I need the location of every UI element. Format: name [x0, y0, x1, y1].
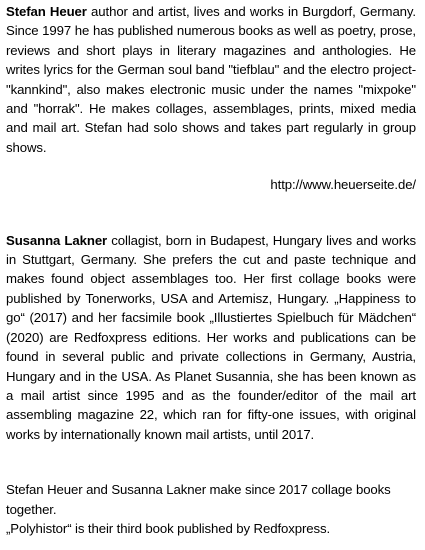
website-link[interactable]: http://www.heuerseite.de/	[270, 177, 416, 193]
document-page	[6, 2, 416, 538]
closing-line-publication: „Polyhistor“ is their third book published by Redfoxpress.	[6, 520, 331, 536]
spacer	[6, 195, 416, 231]
spacer	[6, 444, 416, 480]
bio-stefan-heuer	[6, 2, 416, 157]
bio-stefan-heuer-text: author and artist, lives and works in Burgdorf, Germany. Since 1997 he has published numerous books as well as poetry, prose, reviews and short plays in literary magazines and anthologies. He writes lyrics for the German soul band "tiefblau" and the electro project- "kannkind", also makes electronic music under the names "mixpoke" and "horrak". He makes collages, assemblages, prints, mixed media and mail art. Stefan had solo shows and takes part regularly in group shows.	[6, 4, 416, 155]
author-name-susanna-lakner: Susanna Lakner	[6, 232, 108, 248]
bio-susanna-lakner-text: collagist, born in Budapest, Hungary lives and works in Stuttgart, Germany. She prefers the cut and paste technique and makes found object assemblages too. Her first collage books were published by Tonerworks, USA and Artemisz, Hungary. „Happiness to go“ (2017) and her facsimile book „Illustiertes Spielbuch für Mädchen“ (2020) are Redfoxpress editions. Her works and publications can be found in several public and private collections in Germany, Austria, Hungary and in the USA. As Planet Susannia, she has been known as a mail artist since 1995 and as the founder/editor of the mail art assembling magazine 22, which ran for fifty-one issues, with original works by internationally known mail artists, until 2017.	[6, 232, 416, 442]
bio-susanna-lakner	[6, 231, 416, 444]
spacer	[6, 157, 416, 175]
closing-line-collaboration: Stefan Heuer and Susanna Lakner make since 2017 collage books together.	[6, 482, 391, 517]
author-name-stefan-heuer: Stefan Heuer	[6, 4, 87, 19]
